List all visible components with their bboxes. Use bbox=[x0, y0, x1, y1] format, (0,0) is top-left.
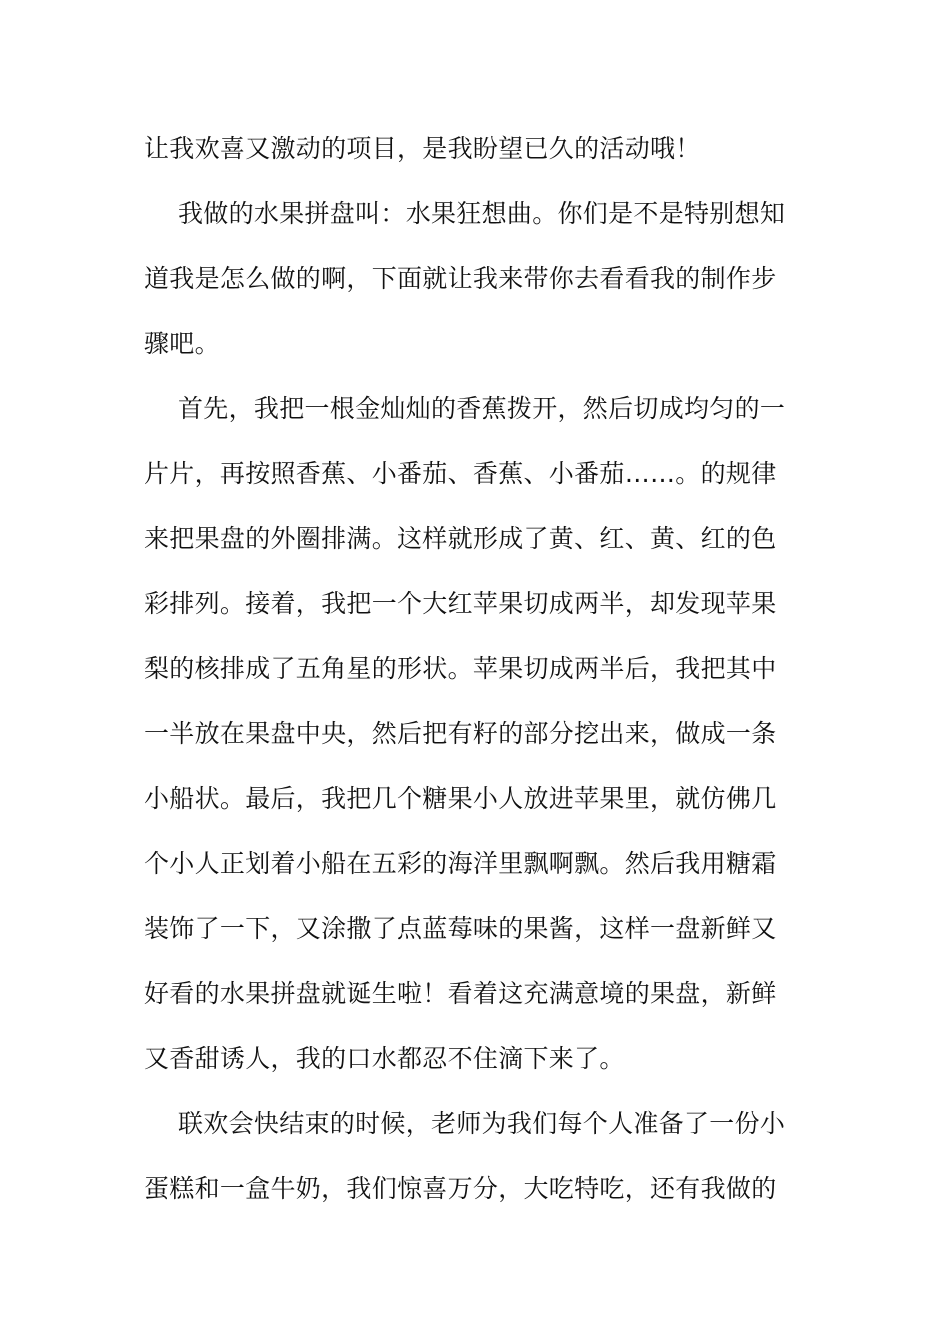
text-line: 又香甜诱人，我的口水都忍不住滴下来了。 bbox=[144, 1044, 625, 1073]
text-line: 道我是怎么做的啊，下面就让我来带你去看看我的制作步 bbox=[144, 264, 777, 293]
text-line: 装饰了一下，又涂撒了点蓝莓味的果酱，这样一盘新鲜又 bbox=[144, 914, 777, 943]
text-line: 首先，我把一根金灿灿的香蕉拨开，然后切成均匀的一 bbox=[178, 394, 786, 423]
text-line: 好看的水果拼盘就诞生啦！看着这充满意境的果盘，新鲜 bbox=[144, 979, 777, 1008]
text-line: 联欢会快结束的时候，老师为我们每个人准备了一份小 bbox=[178, 1109, 786, 1138]
text-line: 让我欢喜又激动的项目，是我盼望已久的活动哦！ bbox=[144, 134, 701, 163]
text-line: 蛋糕和一盒牛奶，我们惊喜万分，大吃特吃，还有我做的 bbox=[144, 1174, 777, 1203]
text-line: 来把果盘的外圈排满。这样就形成了黄、红、黄、红的色 bbox=[144, 524, 777, 553]
text-line: 个小人正划着小船在五彩的海洋里飘啊飘。然后我用糖霜 bbox=[144, 849, 777, 878]
text-line: 小船状。最后，我把几个糖果小人放进苹果里，就仿佛几 bbox=[144, 784, 777, 813]
text-line: 梨的核排成了五角星的形状。苹果切成两半后，我把其中 bbox=[144, 654, 777, 683]
text-line: 我做的水果拼盘叫：水果狂想曲。你们是不是特别想知 bbox=[178, 199, 786, 228]
body-text bbox=[144, 116, 808, 1221]
text-line: 一半放在果盘中央，然后把有籽的部分挖出来，做成一条 bbox=[144, 719, 777, 748]
text-line: 骤吧。 bbox=[144, 329, 220, 358]
text-line: 彩排列。接着，我把一个大红苹果切成两半，却发现苹果 bbox=[144, 589, 777, 618]
text-line: 片片，再按照香蕉、小番茄、香蕉、小番茄……。的规律 bbox=[144, 459, 777, 488]
